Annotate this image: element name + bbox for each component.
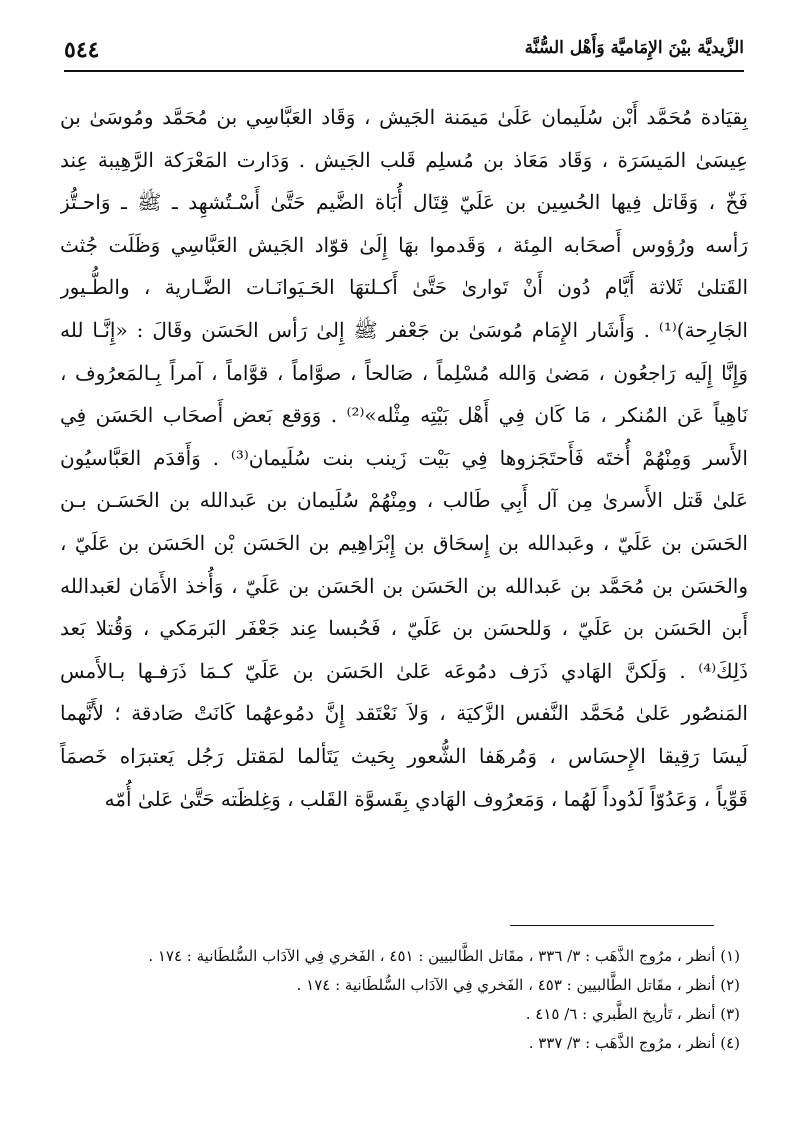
- page-header: [64, 22, 744, 66]
- text-line: لَيسَا رَقِيقا الإِحسَاس ، وَمُرهَفا الشُّعور بِحَيث يَتَألما لمَقتل رَجُل يَعتبرَاه خَصمَاً: [60, 743, 748, 768]
- text-line: الأَسر وَمِنْهُمْ أُختَه فَأَحتَجَزوها فِي بَيْت زَينب بنت سُلَيمان⁽³⁾ . وَأَقدَم العَبَّاسيُون: [60, 445, 748, 470]
- text-line: أَبن الحَسَن بن عَلَيّ ، وَللحسَن بن عَلَيّ ، فَحُبسا عِند جَعْفَر البَرمَكي ، وَقُتلا بَعد: [60, 616, 748, 641]
- text-line: الجَارِحة)⁽¹⁾ . وَأَشَار الإِمَام مُوسَىٰ بن جَعْفر ﷺ إِلىٰ رَأس الحَسَن وقَالَ : «إِنَّـا لله: [60, 317, 748, 342]
- footnote-rule: [510, 925, 714, 926]
- text-line: القَتلىٰ ثَلاثة أَيَّام دُون أَنْ تَوارىٰ حَتَّىٰ أَكـلتهَا الحَـيَوانَـات الضَّـارية ، والطُّـيور: [60, 275, 748, 300]
- header-rule: [64, 70, 744, 72]
- text-line: ذَلِكَ⁽⁴⁾ . وَلَكنَّ الهَادي ذَرَف دمُوعَه عَلىٰ الحَسَن بن عَلَيّ كـمَا ذَرَفـها بـالأَمس: [60, 658, 748, 683]
- text-line: عَلىٰ قَتل الأَسرىٰ مِن آل أَبِي طَالب ، ومِنْهُمْ سُلَيمان بن عَبدالله بن الحَسَـن بـن: [60, 488, 748, 513]
- text-line: بِقيَادة مُحَمَّد أَبْن سُلَيمان عَلَىٰ مَيمَنة الجَيش ، وَقَاد العَبَّاسِي بن مُحَمَّد ومُوسَىٰ بن: [60, 105, 748, 129]
- footnote: (٤) أنظر ، مرُوج الذَّهَب : ٣/ ٣٣٧ .: [528, 1034, 740, 1052]
- page-number: ٥٤٤: [64, 37, 100, 63]
- text-line: قَوِّياً ، وَعَدُوّاً لَدُوداً لَهُما ، وَمَعرُوف الهَادي بِقَسوَّة القَلب ، وَغِلظَته حَتَّىٰ عَلىٰ أُمّه: [104, 786, 748, 811]
- footnote: (٣) أنظر ، تَأريخ الطَّبري : ٦/ ٤١٥ .: [525, 1005, 740, 1023]
- text-line: رَأسه ورُؤوس أَصحَابه المِئة ، وَقَدموا بهَا إِلَىٰ قوّاد الجَيش العَبَّاسِي وَظَلَت جُثث: [60, 232, 748, 257]
- footnote: (١) أنظر ، مرُوج الذَّهَب : ٣/ ٣٣٦ ، مقَاتل الطَّالبيين : ٤٥١ ، الفَخري فِي الآدَاب السُّلطَانية : ١٧٤ .: [148, 947, 740, 965]
- body-text: [60, 96, 748, 820]
- text-line: والحَسَن بن مُحَمَّد بن عَبدالله بن الحَسَن بن الحَسَن بن عَلَيّ ، وَأُخذ الأَمَان لعَبدالله: [60, 573, 748, 598]
- footnote: (٢) أنظر ، مقَاتل الطَّالبيين : ٤٥٣ ، الفَخري فِي الآدَاب السُّلطَانية : ١٧٤ .: [296, 976, 740, 994]
- running-title: الزَّيديَّة بيْنَ الإِمَاميَّة وَأَهْل السُّنَّة: [524, 38, 744, 58]
- text-line: وَإِنَّا إِلَيه رَاجعُون ، مَضىٰ وَالله مُسْلِماً ، صَالحاً ، صوَّاماً ، قوَّاماً ، آمراً بِـالمَعرُوف ،: [60, 360, 748, 385]
- text-line: نَاهِياً عَن المُنكر ، مَا كَان فِي أَهْل بَيْتِه مِثْله»⁽²⁾ . وَوَقع بَعض أَصحَاب الحَسَن فِي: [60, 403, 748, 428]
- footnotes: [60, 942, 740, 1058]
- text-line: الحَسَن بن عَلَيّ ، وعَبدالله بن إِسحَاق بن إِبْرَاهِيم بن الحَسَن بْن الحَسَن بن عَلَيّ ،: [60, 530, 748, 555]
- text-line: عِيسَىٰ المَيسَرَة ، وَقَاد مَعَاذ بن مُسلِم قَلب الجَيش . وَدَارت المَعْرَكة الرَّهِيبة عِند: [60, 147, 748, 172]
- text-line: المَنصُور عَلىٰ مُحَمَّد النَّفس الزَّكيَة ، وَلاَ نَعْتَقد إِنَّ دمُوعهُما كَانَتْ صَادقة ؛ لأَنَّهما: [60, 701, 748, 726]
- text-line: فَخّ ، وَقَاتل فِيها الحُسِين بن عَلَيّ قِتَال أُبَاة الضَّيم حَتَّىٰ أَسْـتُشهِد ـ ﷺ ـ وَاحـتُّز: [60, 190, 748, 215]
